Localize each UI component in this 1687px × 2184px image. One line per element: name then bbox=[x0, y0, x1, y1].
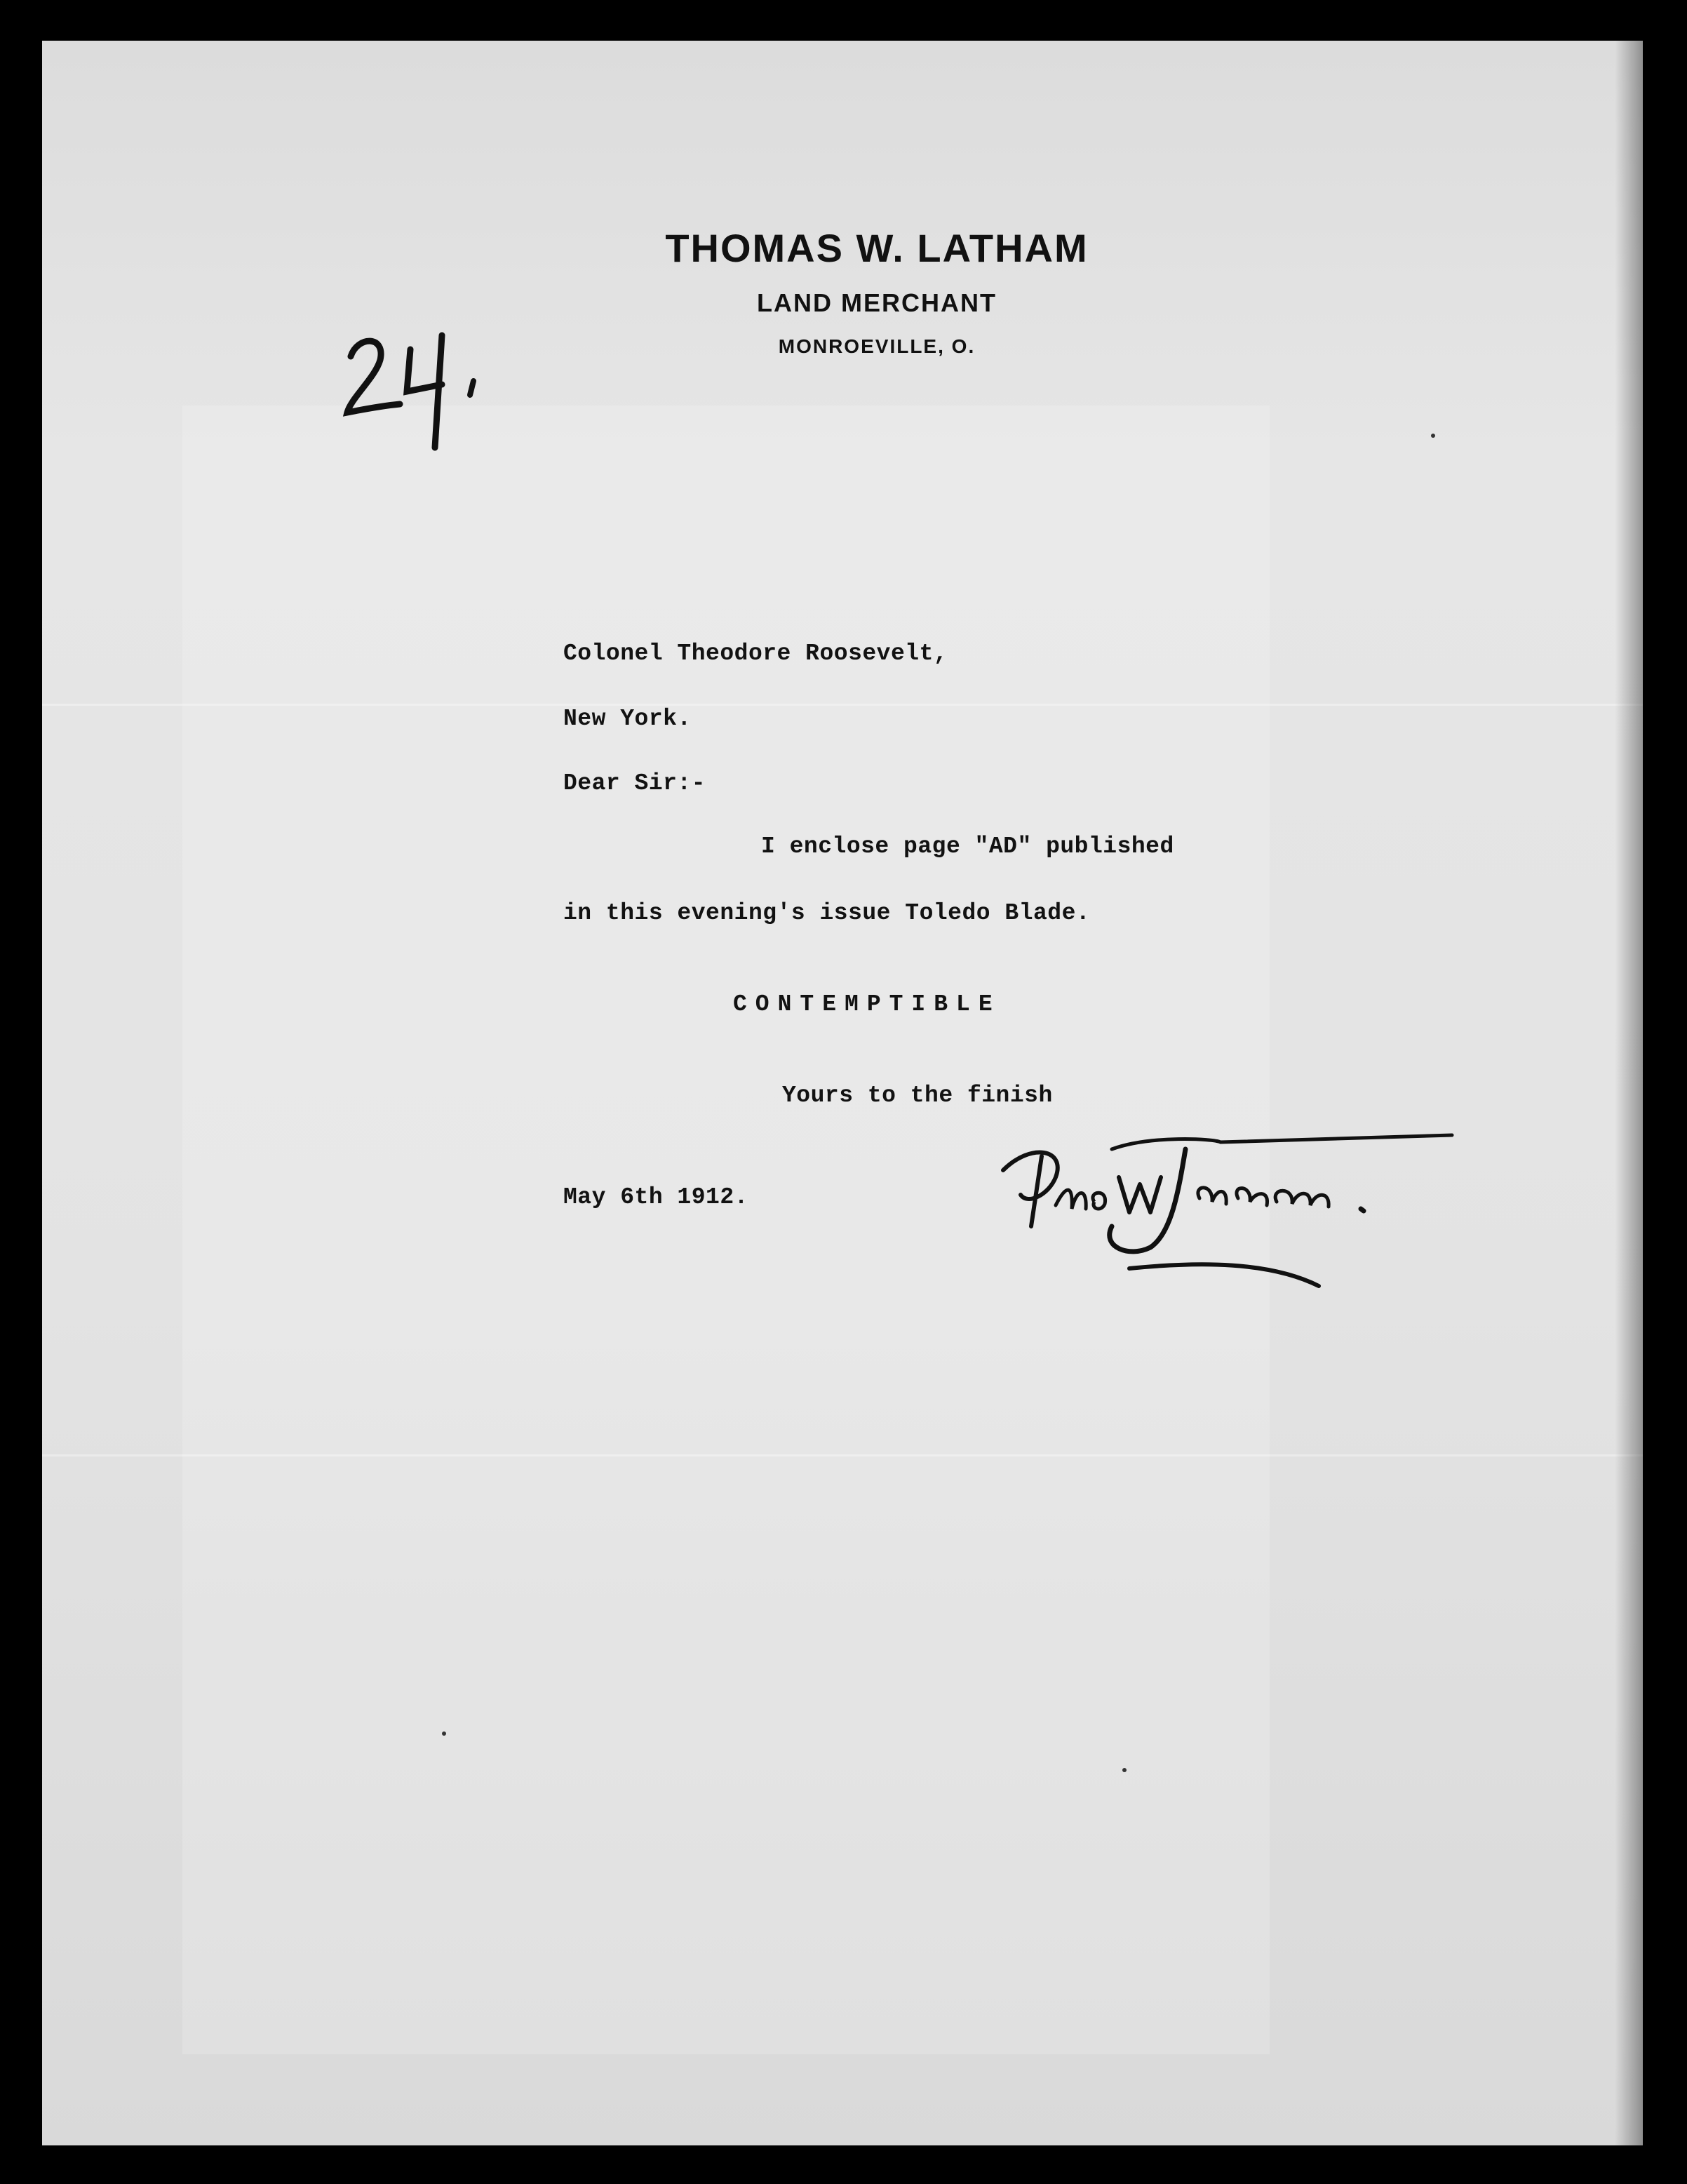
letter-date: May 6th 1912. bbox=[563, 1184, 748, 1210]
letter-emphasis: CONTEMPTIBLE bbox=[733, 991, 1001, 1017]
letter-body-line: I enclose page "AD" published bbox=[761, 833, 1174, 859]
letter-salutation: Dear Sir:- bbox=[563, 770, 706, 796]
letterhead-town: MONROEVILLE, O. bbox=[778, 335, 976, 357]
fold-line bbox=[42, 704, 1643, 706]
speck bbox=[442, 1731, 446, 1736]
letter-addressee: Colonel Theodore Roosevelt, bbox=[563, 641, 948, 666]
handwritten-annotation bbox=[337, 307, 491, 455]
speck bbox=[1122, 1768, 1127, 1772]
letter-closing: Yours to the finish bbox=[782, 1083, 1053, 1108]
letterhead-trade: LAND MERCHANT bbox=[757, 288, 997, 317]
handwritten-signature bbox=[989, 1128, 1466, 1311]
speck bbox=[1431, 434, 1435, 438]
sheet-edge-shadow bbox=[1615, 41, 1643, 2145]
letterhead-name: THOMAS W. LATHAM bbox=[665, 226, 1089, 270]
paper-sheet bbox=[42, 41, 1643, 2145]
fold-line bbox=[42, 1454, 1643, 1456]
letter-city: New York. bbox=[563, 706, 692, 732]
letter-body-line: in this evening's issue Toledo Blade. bbox=[563, 900, 1091, 926]
